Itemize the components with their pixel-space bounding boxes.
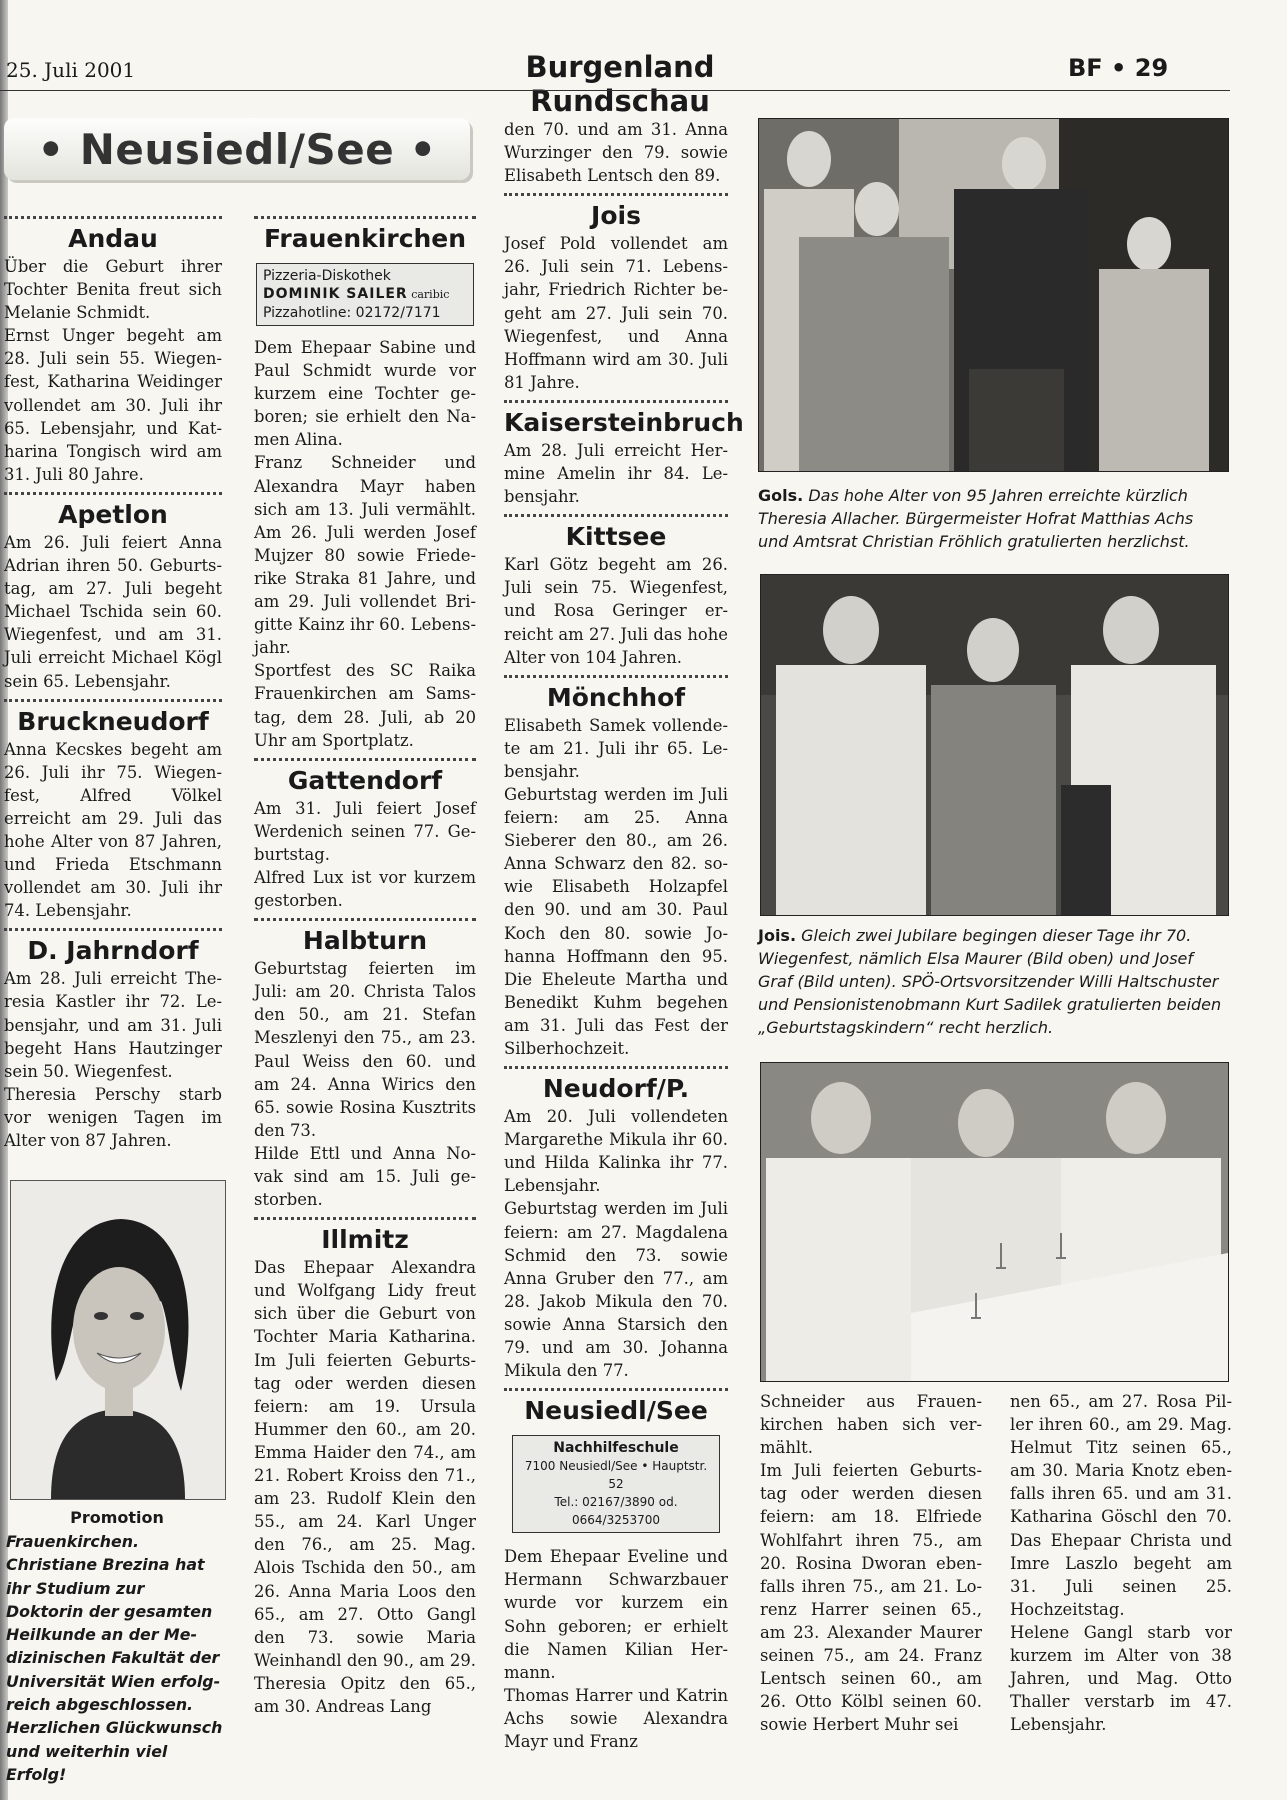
article-paragraph: Elisabeth Samek vollendete am 21. Juli ihr 65. Lebensjahr. (504, 715, 728, 781)
article-paragraph: Franz Schneider und Alexandra Mayr haben sich am 13. Juli vermählt. Am 26. Juli werden Josef Mujzer 80 sowie Friederike Straka 81 Jahre, und am 29. Juli vollendet Brigitte Kainz ihr 60. Lebensjahr. (254, 453, 476, 658)
gols-caption (758, 484, 1228, 553)
gols-group-photo (758, 118, 1229, 472)
article-heading: Andau (68, 224, 158, 253)
article-c4-0 (760, 1390, 982, 1736)
article-paragraph: nen 65., am 27. Rosa Piller ihren 60., am 29. Mag. Helmut Titz seinen 65., am 30. Maria Knotz ebenfalls ihren 65. und am 31. Katharina Göschl den 70. Das Ehepaar Christa und Imre Laszlo begeht am 31. Juli seinen 25. Hochzeitstag. (1010, 1392, 1232, 1619)
article-c1-0 (4, 216, 222, 486)
article-heading: Bruckneudorf (17, 706, 209, 736)
region-banner: • Neusiedl/See • (4, 118, 470, 180)
article-heading: D. Jahrndorf (27, 936, 199, 966)
article-c3-0 (504, 118, 728, 187)
column-1 (4, 210, 222, 1152)
article-heading: Illmitz (321, 1225, 409, 1255)
article-heading: Kaisersteinbruch (504, 407, 744, 437)
article-paragraph: Anna Kecskes begeht am 26. Juli ihr 75. Wiegenfest, Alfred Völkel erreicht am 29. Juli das hohe Alter von 87 Jahren, und Frieda Etschmann vollendet am 30. Juli ihr 74. Lebensjahr. (4, 739, 222, 921)
article-paragraph: Das Ehepaar Alexandra und Wolfgang Lidy freut sich über die Geburt von Tochter Maria Katharina. Im Juli feierten Geburtstag oder werden diesen feiern: am 19. Ursula Hummer den 60., am 20. Emma Haider den 74., am 21. Robert Kroiss den 71., am 23. Rudolf Klein den 55., am 24. Karl Unger den 76., am 25. Mag. Alois Tschida den 50., am 26. Anna Maria Loos den 65., am 27. Otto Gangl den 73. sowie Maria Weinhandl den 90., am 29. Theresia Opitz den 65., am 30. Andreas Lang (254, 1258, 476, 1716)
article-paragraph: Helene Gangl starb vor kurzem im Alter von 38 Jahren, und Mag. Otto Thaller verstarb im 47. Lebensjahr. (1010, 1622, 1232, 1735)
article-paragraph: Hilde Ettl und Anna Novak sind am 15. Juli gestorben. (254, 1143, 476, 1210)
article-paragraph: Theresia Perschy starb vor wenigen Tagen im Alter von 87 Jahren. (4, 1084, 222, 1150)
jois-top-illustration (761, 575, 1228, 915)
jois-caption (758, 924, 1228, 1039)
article-heading: Frauenkirchen (263, 224, 467, 253)
portrait-illustration (11, 1181, 225, 1499)
article-paragraph: Geburtstag werden im Juli feiern: am 27. Magdalena Schmid den 73. sowie Anna Gruber den 77., am 28. Jakob Mikula den 70. sowie Anna Starsich den 79. und am 30. Johanna Mikula den 77. (504, 1199, 728, 1381)
page-number: BF • 29 (1068, 54, 1169, 82)
jois-caption-place: Jois. (758, 926, 797, 945)
article-heading: Gattendorf (287, 765, 443, 795)
ad-brand-logo: caribic (407, 288, 450, 301)
jois-photo-top (760, 574, 1229, 916)
article-c1-3 (4, 928, 222, 1152)
article-heading: Neusiedl/See (524, 1396, 708, 1426)
article-paragraph: Thomas Harrer und Katrin Achs sowie Alexandra Mayr und Franz (504, 1685, 728, 1751)
article-heading: Jois (591, 201, 641, 231)
ad-line-3: Pizzahotline: 02172/7171 (263, 305, 441, 321)
gols-photo-illustration (759, 119, 1228, 471)
article-c3-6 (504, 1388, 728, 1753)
ad-line-2: 7100 Neusiedl/See • Hauptstr. 52 (524, 1459, 708, 1492)
gols-caption-text: Das hohe Alter von 95 Jahren erreichte kürzlich Theresia Allacher. Bürgermeister Hofrat Matthias Achs und Amtsrat Christian Fröhlich gratulierten herzlichst. (758, 486, 1194, 551)
article-paragraph: Geburtstag feierten im Juli: am 20. Christa Talos den 50., am 21. Stefan Meszlenyi den 75., am 23. Paul Weiss den 60. und am 24. Anna Wirics den 65. sowie Rosina Kusztrits den 73. (254, 959, 476, 1140)
article-c1-1 (4, 492, 222, 693)
article-c1-2 (4, 699, 222, 923)
article-c5-0 (1010, 1390, 1232, 1736)
article-heading: Halbturn (302, 926, 428, 956)
article-paragraph: Am 28. Juli erreicht Hermine Amelin ihr 84. Lebensjahr. (504, 440, 728, 507)
article-paragraph: Am 31. Juli feiert Josef Werdenich seinen 77. Geburtstag. (254, 798, 476, 864)
article-paragraph: Dem Ehepaar Eveline und Hermann Schwarzbauer wurde vor kurzem ein Sohn geboren; er erhielt die Namen Kilian Hermann. (504, 1547, 728, 1682)
column-5 (1010, 1390, 1232, 1736)
jois-bottom-illustration (761, 1063, 1228, 1381)
article-paragraph: den 70. und am 31. Anna Wurzinger den 79. sowie Elisabeth Lentsch den 89. (504, 120, 728, 186)
article-heading: Neudorf/P. (542, 1074, 690, 1104)
article-paragraph: Dem Ehepaar Sabine und Paul Schmidt wurde vor kurzem eine Tochter geboren; sie erhielt den Namen Alina. (254, 338, 476, 450)
article-paragraph: Schneider aus Frauenkirchen haben sich vermählt. (760, 1392, 982, 1458)
article-paragraph: Josef Pold vollendet am 26. Juli sein 71. Lebensjahr, Friedrich Richter begeht am 27. Juli sein 70. Wiegenfest, und Anna Hoffmann wird am 30. Juli 81 Jahre. (504, 234, 728, 392)
article-paragraph: Über die Geburt ihrer Tochter Benita freut sich Melanie Schmidt. (4, 257, 222, 323)
article-c3-2 (504, 400, 744, 508)
article-c2-1 (254, 758, 476, 912)
column-2 (254, 210, 476, 1718)
promotion-title: Promotion (70, 1508, 164, 1527)
ad-line-1: Nachhilfeschule (553, 1440, 679, 1457)
promotion-text: Frauenkirchen. Christiane Brezina hat ihr Studium zur Doktorin der gesamten Heilkunde an der Medizinischen Fakultät der Universität Wien erfolgreich abgeschlossen. Herzlichen Glückwunsch und weiterhin viel Erfolg! (6, 1532, 223, 1784)
gols-caption-place: Gols. (758, 486, 804, 505)
article-paragraph: Geburtstag werden im Juli feiern: am 25. Anna Sieberer den 80., am 26. Anna Schwarz den 82. sowie Elisabeth Holzapfel den 90. und am 30. Paul Koch den 80. sowie Johanna Hoffmann den 95. Die Eheleute Martha und Benedikt Kuhm begehen am 31. Juli das Fest der Silberhochzeit. (504, 784, 728, 1058)
newspaper-title: Burgenland Rundschau (525, 50, 715, 118)
ad-line-1: Pizzeria-Diskothek (263, 268, 391, 284)
article-c2-2 (254, 918, 476, 1211)
advertisement-box (512, 1435, 720, 1533)
column-4 (760, 1390, 982, 1736)
column-3 (504, 118, 744, 1753)
header-rule (0, 90, 1230, 91)
article-paragraph: Am 26. Juli feiert Anna Adrian ihren 50. Geburtstag, am 27. Juli begeht Michael Tschida sein 60. Wiegenfest, und am 31. Juli erreicht Michael Kögl sein 65. Lebensjahr. (4, 532, 222, 691)
article-c2-0 (254, 216, 476, 752)
article-paragraph: Karl Götz begeht am 26. Juli sein 75. Wiegenfest, und Rosa Geringer erreicht am 27. Juli das hohe Alter von 104 Jahren. (504, 555, 728, 667)
jois-caption-text: Gleich zwei Jubilare begingen dieser Tage ihr 70. Wiegenfest, nämlich Elsa Maurer (Bild oben) und Josef Graf (Bild unten). SPÖ-Ortsvorsitzender Willi Haltschuster und Pensionistenobmann Kurt Sadilek gratulierten beiden „Geburtstagskindern“ recht herzlich. (758, 926, 1222, 1037)
ad-line-3: Tel.: 02167/3890 od. 0664/3253700 (554, 1495, 678, 1528)
article-c3-5 (504, 1066, 728, 1382)
article-c2-3 (254, 1217, 476, 1718)
article-paragraph: Alfred Lux ist vor kurzem gestorben. (254, 867, 476, 911)
article-paragraph: Sportfest des SC Raika Frauenkirchen am Samstag, dem 28. Juli, ab 20 Uhr am Sportplatz. (254, 661, 476, 750)
article-heading: Apetlon (58, 499, 168, 529)
issue-date: 25. Juli 2001 (6, 58, 136, 82)
article-heading: Kittsee (565, 522, 667, 552)
jois-photo-bottom (760, 1062, 1229, 1382)
article-paragraph: Im Juli feierten Geburtstag oder werden diesen feiern: am 18. Elfriede Wohlfahrt ihren 75., am 20. Rosina Dworan ebenfalls ihren 75., am 21. Lorenz Harrer seinen 65., am 23. Alexander Maurer seinen 75., am 24. Franz Lentsch seinen 60., am 26. Otto Kölbl seinen 60. sowie Herbert Muhr sei (760, 1461, 982, 1735)
article-c3-3 (504, 514, 728, 668)
ad-line-2: DOMINIK SAILER caribic (263, 286, 450, 302)
article-paragraph: Am 28. Juli erreicht Theresia Kastler ihr 72. Lebensjahr, und am 31. Juli begeht Hans Hautzinger sein 50. Wiegenfest. (4, 969, 222, 1081)
promotion-portrait-photo (10, 1180, 226, 1500)
article-heading: Mönchhof (546, 682, 686, 712)
article-c3-4 (504, 675, 728, 1060)
article-c3-1 (504, 193, 728, 394)
advertisement-box (256, 263, 474, 326)
article-paragraph: Am 20. Juli vollendeten Margarethe Mikula ihr 60. und Hilda Kalinka ihr 77. Lebensjahr. (504, 1107, 728, 1196)
article-paragraph: Ernst Unger begeht am 28. Juli sein 55. Wiegenfest, Katharina Weidinger vollendet am 30. Juli ihr 65. Lebensjahr, und Katharina Tongisch wird am 31. Juli 80 Jahre. (4, 326, 222, 484)
